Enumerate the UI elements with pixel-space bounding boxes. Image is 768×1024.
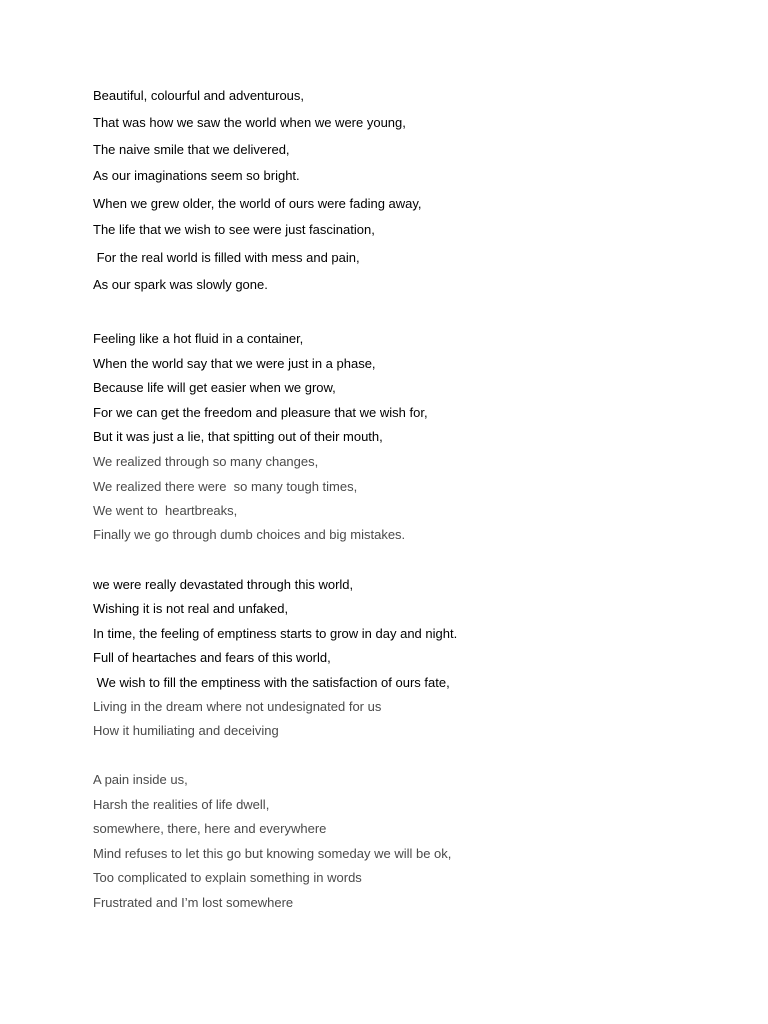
poem-line: As our imaginations seem so bright. [93,168,300,183]
poem-line: Full of heartaches and fears of this world, [93,650,331,665]
poem-line: Finally we go through dumb choices and big mistakes. [93,527,406,542]
poem-line: A pain inside us, [93,772,188,787]
poem-line: Feeling like a hot fluid in a container, [93,331,304,346]
poem-line: We went to heartbreaks, [93,503,238,518]
poem-line: How it humiliating and deceiving [93,723,279,738]
poem-line: we were really devastated through this world, [93,577,354,592]
poem-line: For we can get the freedom and pleasure that we wish for, [93,405,428,420]
poem-line: The life that we wish to see were just fascination, [93,222,375,237]
poem-line: When the world say that we were just in a phase, [93,356,376,371]
poem-line: Living in the dream where not undesignated for us [93,699,382,714]
poem-line: For the real world is filled with mess and pain, [93,250,360,265]
poem-line: Frustrated and I’m lost somewhere [93,895,294,910]
poem-line: We realized through so many changes, [93,454,319,469]
poem-line: Too complicated to explain something in words [93,870,362,885]
poem-line: As our spark was slowly gone. [93,277,268,292]
poem-line: We wish to fill the emptiness with the satisfaction of ours fate, [93,675,450,690]
poem-line: We realized there were so many tough times, [93,479,358,494]
poem-line: Mind refuses to let this go but knowing someday we will be ok, [93,846,452,861]
poem-line: In time, the feeling of emptiness starts to grow in day and night. [93,626,458,641]
poem-line: somewhere, there, here and everywhere [93,821,327,836]
poem-line: That was how we saw the world when we were young, [93,115,406,130]
poem-line: But it was just a lie, that spitting out of their mouth, [93,429,383,444]
poem-line: Beautiful, colourful and adventurous, [93,88,305,103]
poem-line: Because life will get easier when we grow, [93,380,336,395]
poem-line: Wishing it is not real and unfaked, [93,601,289,616]
poem-line: The naive smile that we delivered, [93,142,290,157]
poem-line: Harsh the realities of life dwell, [93,797,270,812]
poem-line: When we grew older, the world of ours were fading away, [93,196,422,211]
